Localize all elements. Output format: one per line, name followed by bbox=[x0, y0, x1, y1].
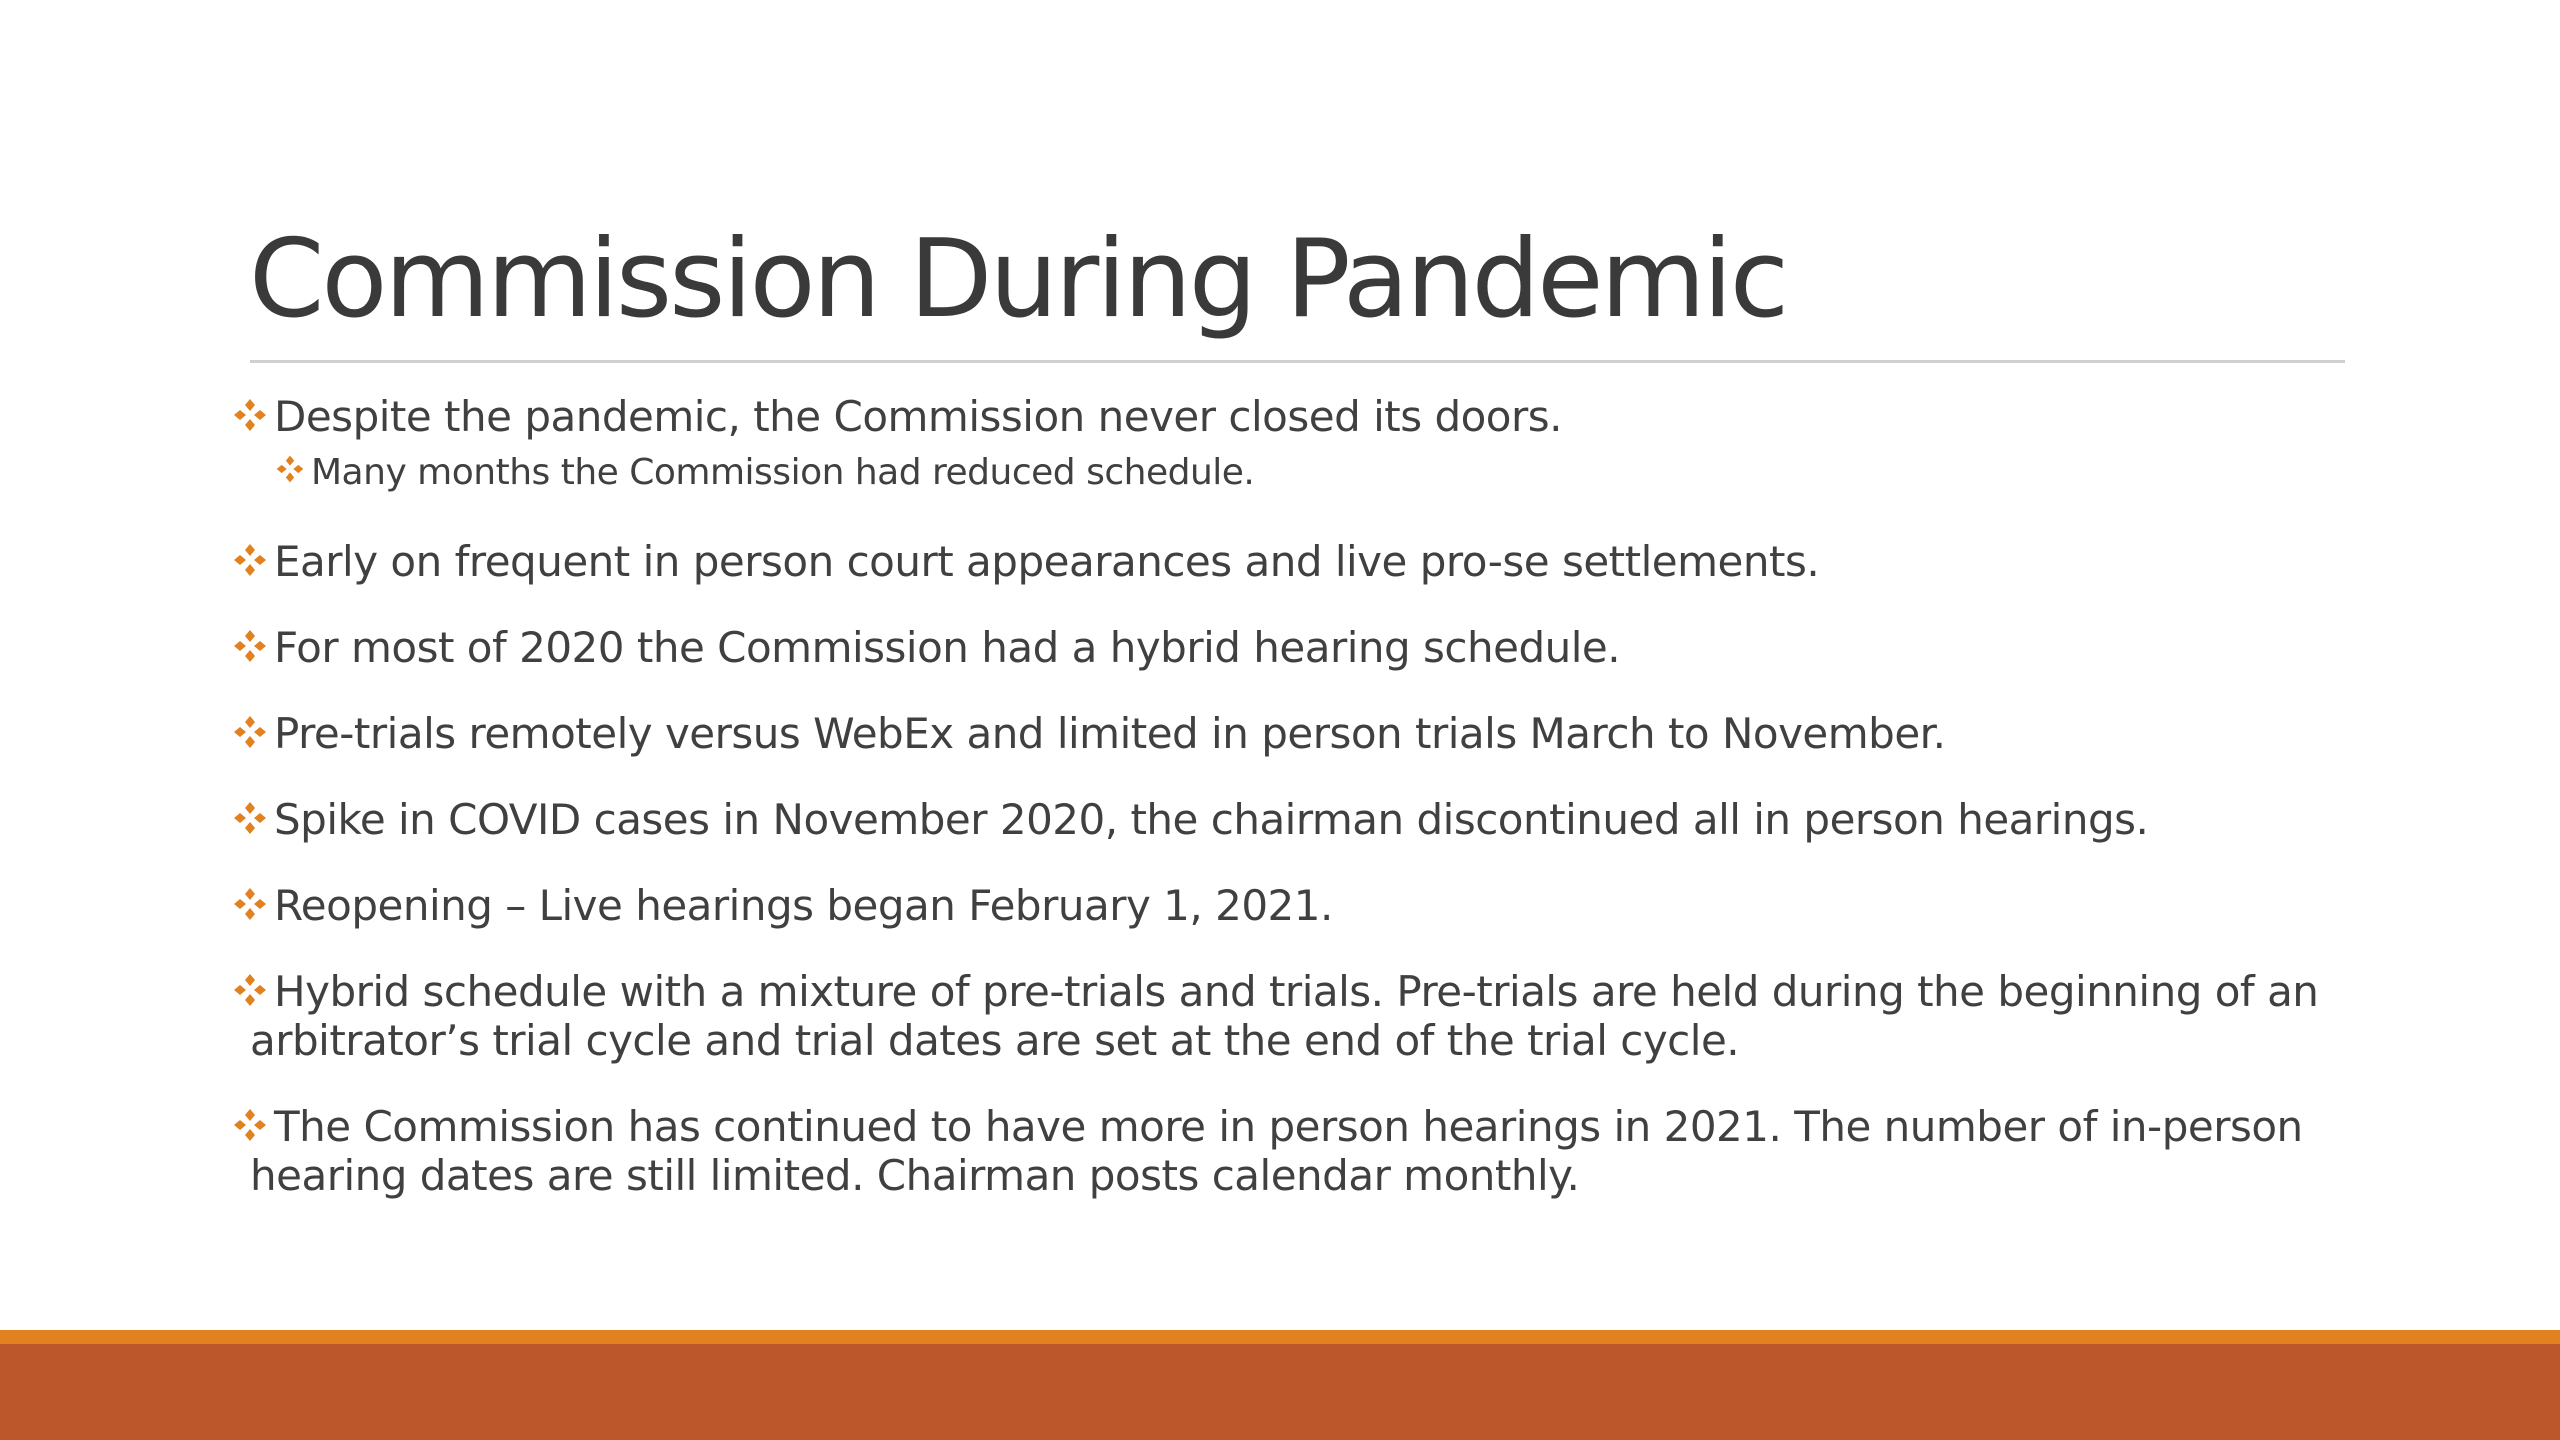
bullet-continuation: arbitrator’s trial cycle and trial dates are set at the end of the trial cycle. bbox=[250, 1016, 1740, 1065]
bullet-text: For most of 2020 the Commission had a hybrid hearing schedule. bbox=[274, 623, 1621, 672]
bullet-text: The Commission has continued to have more in person hearings in 2021. The number of in-person bbox=[274, 1102, 2303, 1151]
bullet-item bbox=[232, 623, 2342, 672]
bullet-item bbox=[232, 795, 2342, 844]
sub-bullet-item bbox=[275, 451, 2385, 495]
four-diamond-bullet-icon bbox=[232, 1107, 268, 1143]
bullet-text: Hybrid schedule with a mixture of pre-trials and trials. Pre-trials are held during the beginning of an bbox=[274, 967, 2319, 1016]
bullet-item bbox=[232, 967, 2342, 1065]
four-diamond-bullet-icon bbox=[232, 542, 268, 578]
slide-title: Commission During Pandemic bbox=[249, 217, 1787, 342]
bullet-continuation: hearing dates are still limited. Chairman posts calendar monthly. bbox=[250, 1151, 1580, 1200]
bullet-text: Despite the pandemic, the Commission never closed its doors. bbox=[274, 392, 1562, 441]
four-diamond-bullet-icon bbox=[232, 800, 268, 836]
four-diamond-bullet-icon bbox=[232, 886, 268, 922]
bullet-text: Many months the Commission had reduced schedule. bbox=[311, 452, 1255, 493]
bullet-item bbox=[232, 537, 2342, 586]
bullet-text: Spike in COVID cases in November 2020, the chairman discontinued all in person hearings. bbox=[274, 795, 2149, 844]
footer-accent-stripe bbox=[0, 1330, 2560, 1344]
footer-band bbox=[0, 1344, 2560, 1440]
bullet-text: Reopening – Live hearings began February 1, 2021. bbox=[274, 881, 1333, 930]
bullet-item bbox=[232, 1102, 2342, 1200]
bullet-text: Pre-trials remotely versus WebEx and limited in person trials March to November. bbox=[274, 709, 1946, 758]
bullet-text: Early on frequent in person court appearances and live pro-se settlements. bbox=[274, 537, 1820, 586]
bullet-item bbox=[232, 392, 2342, 441]
four-diamond-bullet-icon bbox=[232, 972, 268, 1008]
four-diamond-bullet-icon bbox=[232, 628, 268, 664]
title-divider bbox=[250, 360, 2345, 363]
four-diamond-bullet-icon bbox=[275, 454, 305, 484]
bullet-item bbox=[232, 709, 2342, 758]
four-diamond-bullet-icon bbox=[232, 397, 268, 433]
four-diamond-bullet-icon bbox=[232, 714, 268, 750]
bullet-item bbox=[232, 881, 2342, 930]
